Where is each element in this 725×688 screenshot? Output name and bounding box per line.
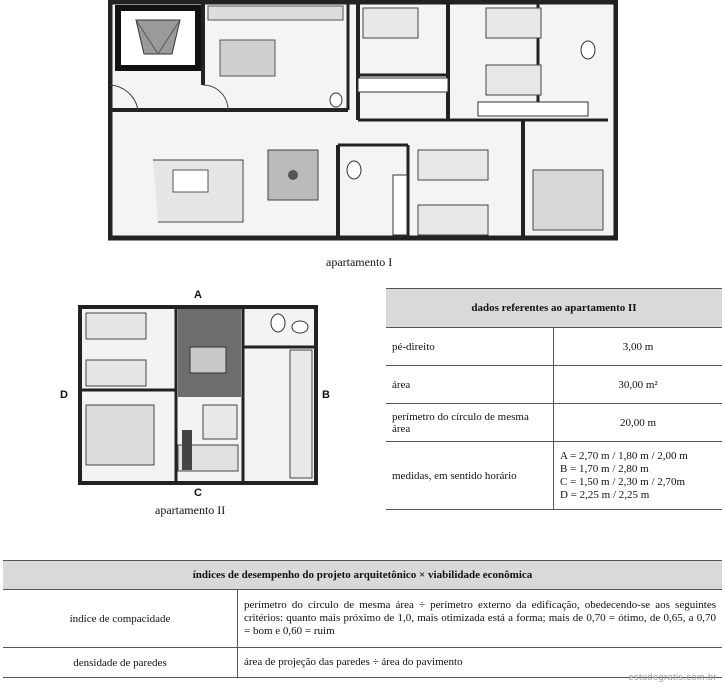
table-row [3,648,722,678]
row-label: medidas, em sentido horário [386,442,554,510]
table-2-header: índices de desempenho do projeto arquitetônico × viabilidade econômica [3,561,722,590]
watermark: estudegratis.com.br [628,672,717,682]
row-label: pé-direito [386,328,554,366]
measure-line: D = 2,25 m / 2,25 m [560,488,650,501]
row-label: índice de compacidade [3,590,238,648]
table-row [3,590,722,648]
table-row [386,404,722,442]
floor-plan-apartment-2 [78,305,318,485]
table-row [386,328,722,366]
plan-2-label-b: B [322,389,330,401]
plan-2-caption: apartamento II [155,503,226,517]
plan-1-caption: apartamento I [326,255,393,269]
apartment-2-data-table [386,288,722,510]
plan-2-label-d: D [60,389,68,401]
plan-2-label-a: A [194,289,202,301]
row-value-measurements [554,442,723,510]
table-1-header: dados referentes ao apartamento II [386,289,722,328]
measure-line: C = 1,50 m / 2,30 m / 2,70m [560,475,686,488]
row-value: 20,00 m [554,404,723,442]
floor-plan-apartment-1 [108,0,618,250]
row-value: 30,00 m² [554,366,723,404]
table-row [386,366,722,404]
row-label: área [386,366,554,404]
row-value: 3,00 m [554,328,723,366]
measure-line: B = 1,70 m / 2,80 m [560,462,649,475]
performance-index-table [3,560,722,678]
plan-2-label-c: C [194,487,202,499]
row-label: densidade de paredes [3,648,238,678]
row-label: perímetro do círculo de mesma área [386,404,554,442]
table-row [386,442,722,510]
row-text: perímetro do círculo de mesma área ÷ perímetro externo da edificação, obedecendo-se aos seguintes critérios: quanto mais próximo de 1,0, mais otimizada está a forma; mais de 0,70 = ótimo, de 0,65, a 0,70 = bom e 0,60 = ruim [238,590,723,648]
measure-line: A = 2,70 m / 1,80 m / 2,00 m [560,449,688,462]
row-text: área de projeção das paredes ÷ área do pavimento [238,648,723,678]
